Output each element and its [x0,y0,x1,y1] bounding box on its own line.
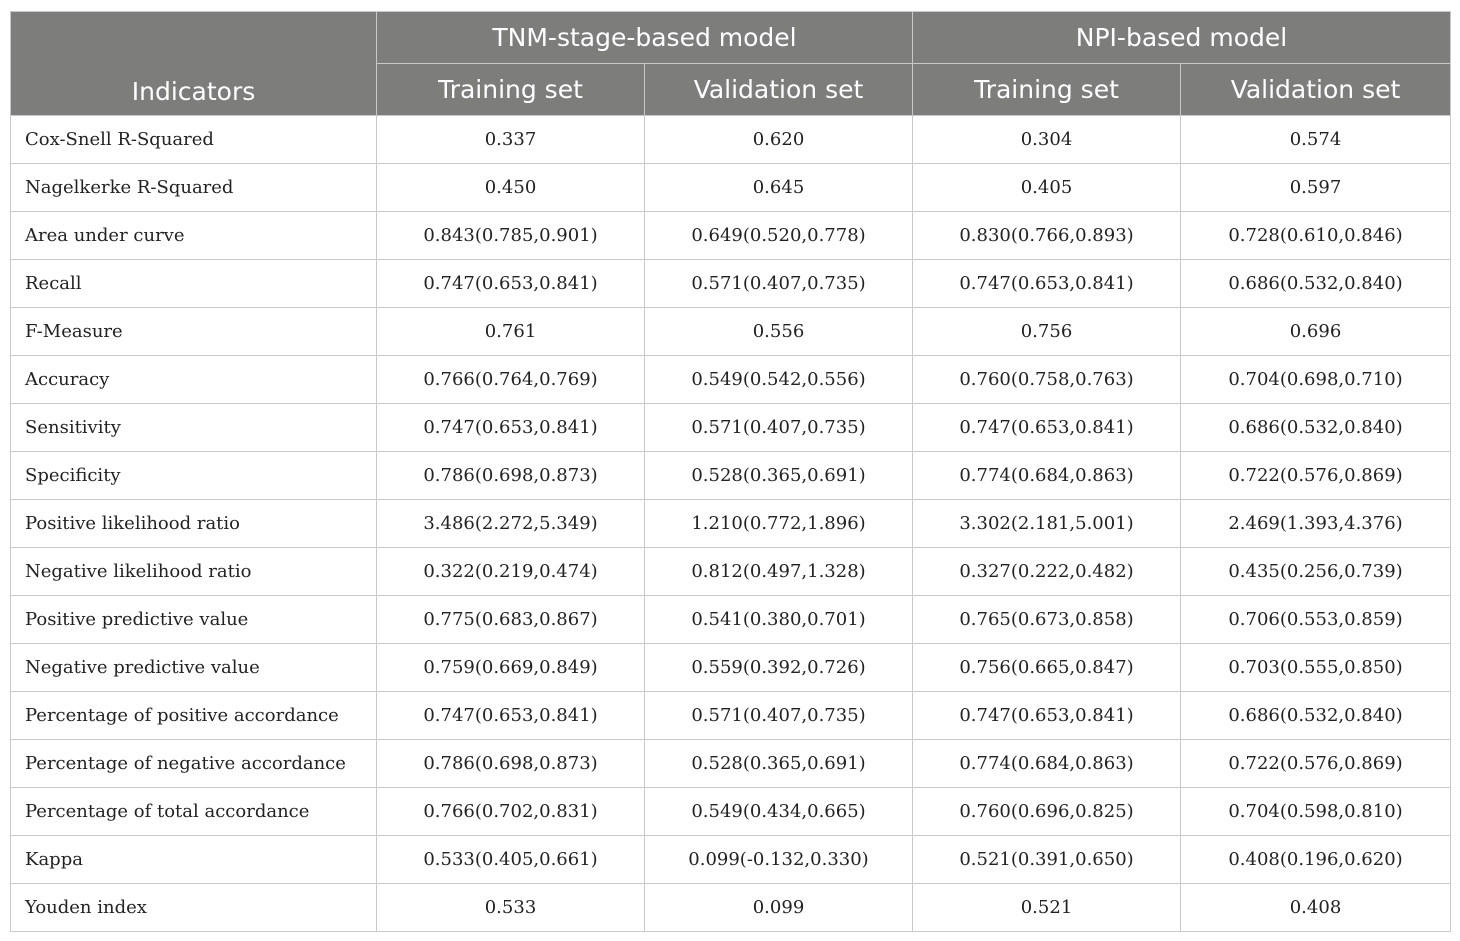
cell-tnm-validation: 1.210(0.772,1.896) [645,500,913,548]
cell-tnm-validation: 0.541(0.380,0.701) [645,596,913,644]
cell-tnm-training: 0.747(0.653,0.841) [377,260,645,308]
cell-npi-training: 0.304 [913,116,1181,164]
table-row [11,452,1451,500]
cell-tnm-validation: 0.571(0.407,0.735) [645,404,913,452]
row-label: Specificity [11,452,377,500]
cell-tnm-training: 0.747(0.653,0.841) [377,692,645,740]
row-label: Negative predictive value [11,644,377,692]
cell-npi-training: 0.521 [913,884,1181,932]
table-row [11,356,1451,404]
table-row [11,884,1451,932]
table-row [11,404,1451,452]
cell-tnm-training: 0.450 [377,164,645,212]
row-label: Sensitivity [11,404,377,452]
cell-npi-training: 0.756(0.665,0.847) [913,644,1181,692]
cell-tnm-validation: 0.099 [645,884,913,932]
cell-npi-training: 0.756 [913,308,1181,356]
cell-npi-validation: 0.435(0.256,0.739) [1181,548,1451,596]
row-label: Nagelkerke R-Squared [11,164,377,212]
header-npi-validation: Validation set [1181,64,1451,116]
cell-tnm-validation: 0.559(0.392,0.726) [645,644,913,692]
cell-tnm-validation: 0.812(0.497,1.328) [645,548,913,596]
cell-npi-validation: 0.686(0.532,0.840) [1181,260,1451,308]
table-row [11,260,1451,308]
cell-npi-validation: 0.704(0.598,0.810) [1181,788,1451,836]
cell-tnm-training: 0.533(0.405,0.661) [377,836,645,884]
cell-npi-training: 0.405 [913,164,1181,212]
cell-npi-training: 0.747(0.653,0.841) [913,404,1181,452]
cell-tnm-training: 0.766(0.764,0.769) [377,356,645,404]
cell-npi-validation: 0.722(0.576,0.869) [1181,452,1451,500]
row-label: Youden index [11,884,377,932]
header-tnm-validation: Validation set [645,64,913,116]
cell-tnm-validation: 0.556 [645,308,913,356]
header-group-tnm: TNM-stage-based model [377,12,913,64]
row-label: Positive predictive value [11,596,377,644]
metrics-table [10,11,1451,932]
cell-tnm-training: 0.761 [377,308,645,356]
row-label: Cox-Snell R-Squared [11,116,377,164]
cell-tnm-training: 0.766(0.702,0.831) [377,788,645,836]
row-label: Kappa [11,836,377,884]
cell-npi-validation: 0.686(0.532,0.840) [1181,692,1451,740]
cell-tnm-training: 0.337 [377,116,645,164]
cell-npi-validation: 0.408 [1181,884,1451,932]
row-label: Positive likelihood ratio [11,500,377,548]
cell-tnm-training: 0.786(0.698,0.873) [377,452,645,500]
cell-tnm-validation: 0.099(-0.132,0.330) [645,836,913,884]
cell-npi-training: 0.765(0.673,0.858) [913,596,1181,644]
cell-tnm-validation: 0.528(0.365,0.691) [645,740,913,788]
table-row [11,212,1451,260]
table-row [11,644,1451,692]
cell-tnm-training: 0.775(0.683,0.867) [377,596,645,644]
cell-tnm-training: 0.747(0.653,0.841) [377,404,645,452]
cell-npi-training: 0.830(0.766,0.893) [913,212,1181,260]
cell-npi-training: 3.302(2.181,5.001) [913,500,1181,548]
cell-npi-training: 0.327(0.222,0.482) [913,548,1181,596]
cell-npi-training: 0.760(0.758,0.763) [913,356,1181,404]
table-row [11,740,1451,788]
cell-npi-validation: 0.722(0.576,0.869) [1181,740,1451,788]
table-row [11,596,1451,644]
cell-tnm-validation: 0.571(0.407,0.735) [645,692,913,740]
cell-tnm-validation: 0.571(0.407,0.735) [645,260,913,308]
cell-tnm-training: 0.843(0.785,0.901) [377,212,645,260]
cell-npi-training: 0.521(0.391,0.650) [913,836,1181,884]
cell-tnm-training: 0.533 [377,884,645,932]
cell-npi-validation: 0.703(0.555,0.850) [1181,644,1451,692]
header-group-npi: NPI-based model [913,12,1451,64]
row-label: Accuracy [11,356,377,404]
table-row [11,164,1451,212]
cell-npi-validation: 0.686(0.532,0.840) [1181,404,1451,452]
row-label: Percentage of negative accordance [11,740,377,788]
cell-npi-training: 0.774(0.684,0.863) [913,740,1181,788]
cell-npi-training: 0.747(0.653,0.841) [913,692,1181,740]
header-indicators: Indicators [11,12,377,116]
table-row [11,788,1451,836]
table-row [11,500,1451,548]
header-npi-training: Training set [913,64,1181,116]
cell-npi-validation: 2.469(1.393,4.376) [1181,500,1451,548]
cell-tnm-training: 0.786(0.698,0.873) [377,740,645,788]
row-label: Recall [11,260,377,308]
cell-npi-training: 0.774(0.684,0.863) [913,452,1181,500]
cell-tnm-training: 3.486(2.272,5.349) [377,500,645,548]
cell-tnm-training: 0.322(0.219,0.474) [377,548,645,596]
cell-tnm-validation: 0.549(0.542,0.556) [645,356,913,404]
cell-npi-validation: 0.408(0.196,0.620) [1181,836,1451,884]
table-row [11,116,1451,164]
row-label: Negative likelihood ratio [11,548,377,596]
cell-tnm-training: 0.759(0.669,0.849) [377,644,645,692]
cell-tnm-validation: 0.549(0.434,0.665) [645,788,913,836]
cell-npi-validation: 0.574 [1181,116,1451,164]
header-tnm-training: Training set [377,64,645,116]
table-row [11,692,1451,740]
cell-tnm-validation: 0.620 [645,116,913,164]
row-label: Percentage of positive accordance [11,692,377,740]
row-label: F-Measure [11,308,377,356]
cell-npi-training: 0.747(0.653,0.841) [913,260,1181,308]
cell-npi-validation: 0.597 [1181,164,1451,212]
cell-npi-training: 0.760(0.696,0.825) [913,788,1181,836]
cell-npi-validation: 0.696 [1181,308,1451,356]
cell-npi-validation: 0.728(0.610,0.846) [1181,212,1451,260]
table-row [11,836,1451,884]
cell-tnm-validation: 0.528(0.365,0.691) [645,452,913,500]
table-header [11,12,1451,116]
row-label: Percentage of total accordance [11,788,377,836]
cell-tnm-validation: 0.645 [645,164,913,212]
row-label: Area under curve [11,212,377,260]
table-row [11,548,1451,596]
cell-npi-validation: 0.706(0.553,0.859) [1181,596,1451,644]
cell-npi-validation: 0.704(0.698,0.710) [1181,356,1451,404]
table-row [11,308,1451,356]
cell-tnm-validation: 0.649(0.520,0.778) [645,212,913,260]
table-body [11,116,1451,932]
